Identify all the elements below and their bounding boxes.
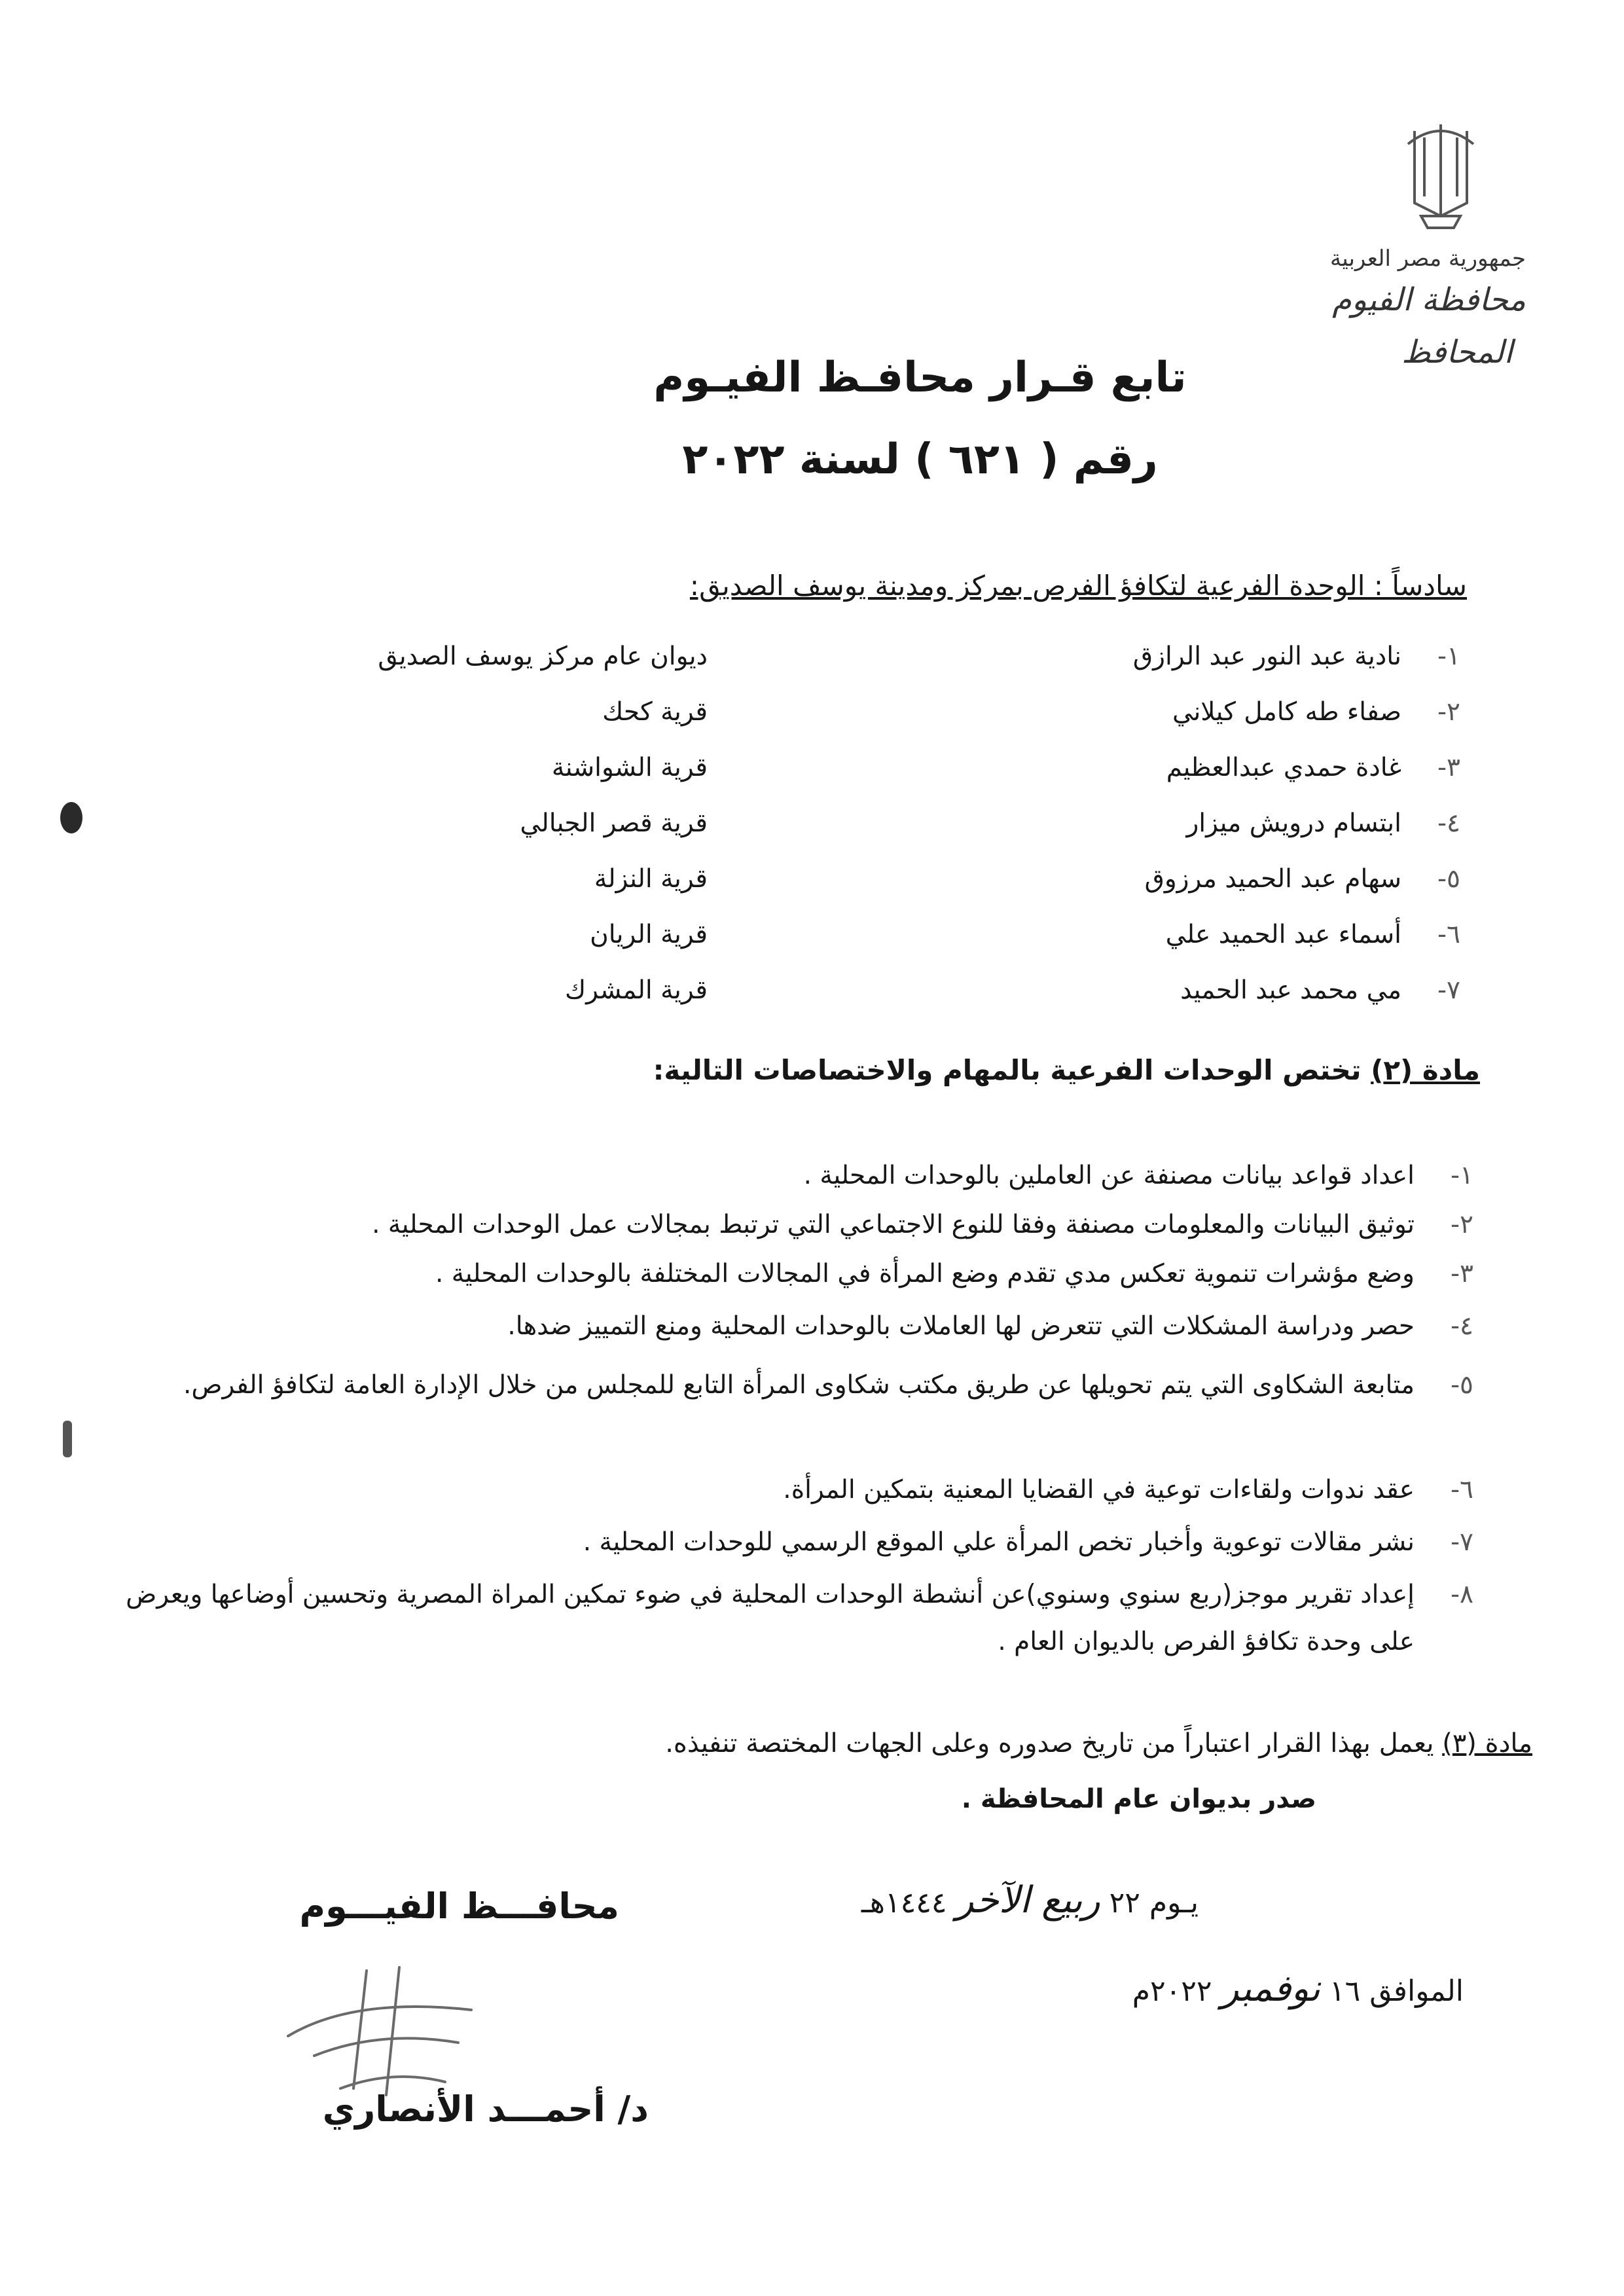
member-name: صفاء طه كامل كيلاني	[1172, 697, 1401, 727]
decree-title: تابع قـرار محافـظ الفيـوم	[653, 354, 1187, 402]
member-place: قرية الشواشنة	[551, 753, 708, 782]
member-row	[151, 920, 1460, 959]
task-text: توثيق البيانات والمعلومات مصنفة وفقا للنوع الاجتماعي التي ترتبط بمجالات عمل الوحدات المحلية .	[372, 1210, 1415, 1239]
member-row	[151, 642, 1460, 681]
member-place: قرية قصر الجبالي	[520, 809, 708, 838]
task-text: حصر ودراسة المشكلات التي تتعرض لها العاملات بالوحدات المحلية ومنع التمييز ضدها.	[507, 1311, 1415, 1341]
task-number: ٧-	[1450, 1527, 1473, 1557]
member-number: ٣-	[1437, 753, 1460, 782]
member-name: مي محمد عبد الحميد	[1180, 975, 1401, 1005]
member-place: قرية النزلة	[594, 864, 708, 894]
letterhead-governor: المحافظ	[1401, 334, 1513, 371]
article-3-label: مادة (٣)	[1442, 1728, 1532, 1758]
article-2-heading	[653, 1054, 1480, 1086]
task-text: وضع مؤشرات تنموية تعكس مدي تقدم وضع المرأة في المجالات المختلفة بالوحدات المحلية .	[435, 1259, 1415, 1288]
task-item	[125, 1362, 1473, 1409]
member-place: قرية الريان	[590, 920, 708, 949]
signatory-name: د/ أحمـــد الأنصاري	[322, 2088, 649, 2130]
member-name: نادية عبد النور عبد الرازق	[1132, 642, 1401, 671]
member-row	[151, 697, 1460, 737]
task-number: ٢-	[1450, 1210, 1473, 1239]
member-name: أسماء عبد الحميد علي	[1165, 920, 1401, 949]
date-hijri-year: ١٤٤٤هـ	[861, 1886, 947, 1920]
member-name: غادة حمدي عبدالعظيم	[1166, 753, 1401, 782]
date-hijri-prefix: يـوم	[1149, 1886, 1199, 1920]
task-text: متابعة الشكاوى التي يتم تحويلها عن طريق مكتب شكاوى المرأة التابع للمجلس من خلال الإدارة العامة لتكافؤ الفرص.	[183, 1370, 1415, 1400]
member-number: ١-	[1437, 642, 1460, 671]
date-greg-year: ٢٠٢٢م	[1132, 1975, 1212, 2008]
handwritten-signature-icon	[275, 1958, 484, 2108]
article-3	[665, 1728, 1532, 1758]
member-name: ابتسام درويش ميزار	[1186, 809, 1401, 838]
member-number: ٧-	[1437, 975, 1460, 1005]
task-item	[125, 1303, 1473, 1350]
scan-mark	[60, 802, 82, 833]
issued-statement: صدر بديوان عام المحافظة .	[961, 1784, 1316, 1814]
date-greg-month: نوفمبر	[1221, 1967, 1320, 2010]
signature-title: محافـــظ الفيـــوم	[299, 1886, 619, 1927]
decree-number: رقم ( ٦٢١ ) لسنة ٢٠٢٢	[682, 435, 1158, 484]
task-item	[125, 1152, 1473, 1199]
task-item	[125, 1201, 1473, 1248]
member-place: ديوان عام مركز يوسف الصديق	[378, 642, 708, 671]
date-gregorian	[1132, 1967, 1464, 2010]
member-number: ٢-	[1437, 697, 1460, 727]
article-3-text: يعمل بهذا القرار اعتباراً من تاريخ صدوره وعلى الجهات المختصة تنفيذه.	[665, 1728, 1443, 1758]
member-name: سهام عبد الحميد مرزوق	[1144, 864, 1401, 894]
task-text: اعداد قواعد بيانات مصنفة عن العاملين بالوحدات المحلية .	[803, 1161, 1415, 1190]
task-number: ١-	[1450, 1161, 1473, 1190]
task-text: إعداد تقرير موجز(ربع سنوي وسنوي)عن أنشطة الوحدات المحلية في ضوء تمكين المراة المصرية وتحسين أوضاعها ويعرض على وحدة تكافؤ الفرص بالديوان العام .	[126, 1580, 1415, 1656]
section-heading: سادساً : الوحدة الفرعية لتكافؤ الفرص بمركز ومدينة يوسف الصديق:	[689, 570, 1467, 602]
task-number: ٦-	[1450, 1475, 1473, 1504]
member-place: قرية المشرك	[564, 975, 708, 1005]
member-number: ٤-	[1437, 809, 1460, 838]
letterhead-governorate: محافظة الفيوم	[1332, 282, 1526, 318]
task-item	[125, 1519, 1473, 1566]
member-place: قرية كحك	[602, 697, 708, 727]
date-hijri-day: ٢٢	[1109, 1886, 1140, 1920]
task-item	[125, 1250, 1473, 1298]
date-greg-prefix: الموافق	[1369, 1975, 1464, 2008]
date-hijri-month: ربيع الآخر	[956, 1879, 1100, 1922]
member-row	[151, 809, 1460, 848]
task-number: ٨-	[1450, 1580, 1473, 1609]
date-hijri	[861, 1879, 1199, 1922]
member-row	[151, 975, 1460, 1015]
task-text: عقد ندوات ولقاءات توعية في القضايا المعنية بتمكين المرأة.	[783, 1475, 1415, 1504]
eagle-emblem-icon	[1401, 118, 1480, 229]
member-number: ٥-	[1437, 864, 1460, 894]
member-number: ٦-	[1437, 920, 1460, 949]
date-greg-day: ١٦	[1329, 1975, 1361, 2008]
article-2-label: مادة (٢)	[1371, 1054, 1480, 1086]
task-number: ٥-	[1450, 1370, 1473, 1400]
task-item	[125, 1467, 1473, 1514]
article-2-text: تختص الوحدات الفرعية بالمهام والاختصاصات التالية:	[653, 1054, 1371, 1086]
task-number: ٣-	[1450, 1259, 1473, 1288]
task-number: ٤-	[1450, 1311, 1473, 1341]
task-item	[125, 1571, 1473, 1666]
scan-mark	[63, 1421, 72, 1457]
letterhead-country: جمهورية مصر العربية	[1329, 246, 1526, 272]
task-text: نشر مقالات توعوية وأخبار تخص المرأة علي الموقع الرسمي للوحدات المحلية .	[583, 1527, 1415, 1557]
member-row	[151, 753, 1460, 792]
member-row	[151, 864, 1460, 903]
